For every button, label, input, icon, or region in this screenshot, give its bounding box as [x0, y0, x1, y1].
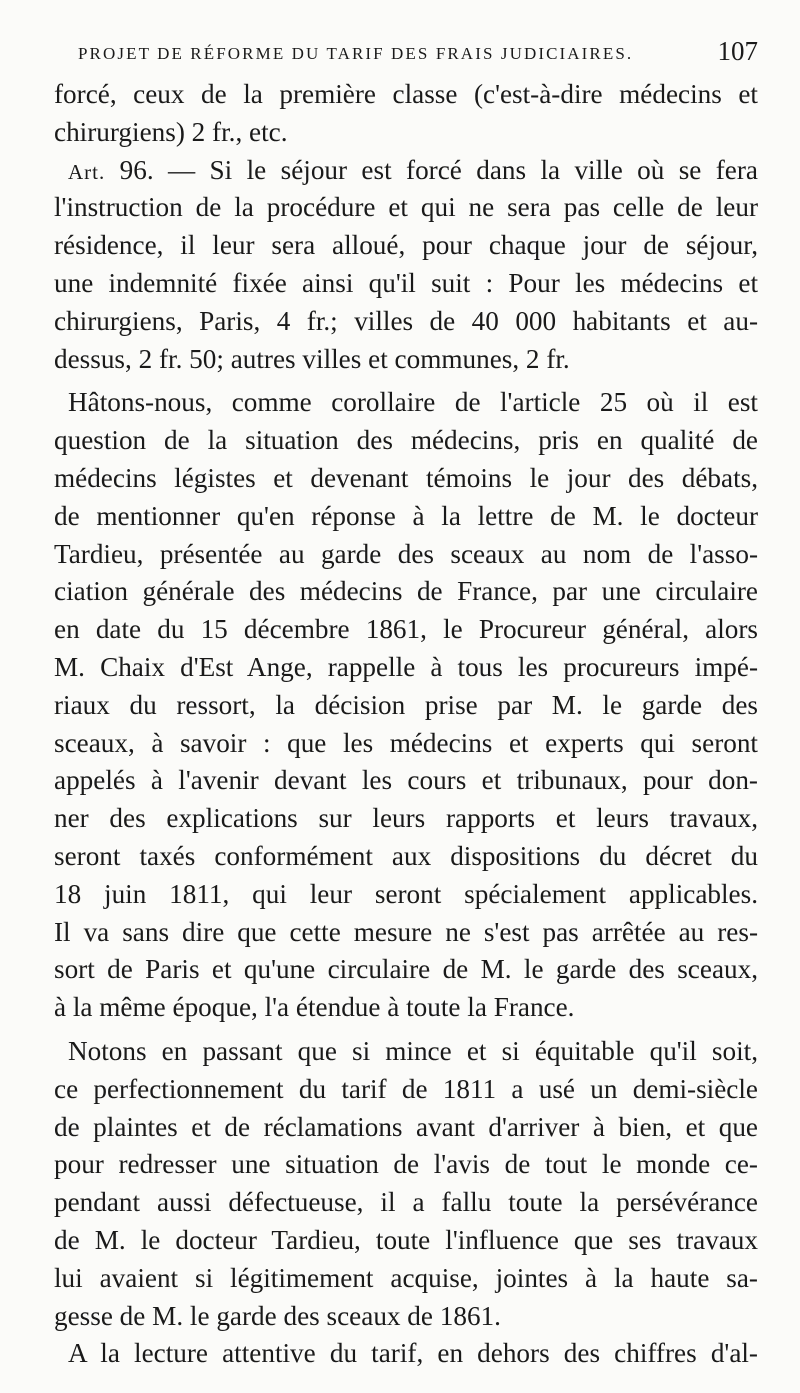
text-line: en date du 15 décembre 1861, le Procureur général, alors [54, 614, 758, 645]
text-line: ciation générale des médecins de France, par une circulaire [54, 576, 758, 607]
text-line: riaux du ressort, la décision prise par M. le garde des [54, 689, 758, 720]
page-header [78, 34, 758, 74]
text-line: de mentionner qu'en réponse à la lettre de M. le docteur [54, 500, 758, 531]
text-line: gesse de M. le garde des sceaux de 1861. [54, 1300, 501, 1331]
text-line: sceaux, à savoir : que les médecins et experts qui seront [54, 727, 758, 758]
text-line: ce perfectionnement du tarif de 1811 a usé un demi-siècle [54, 1073, 758, 1104]
text-line-rest: 96. — Si le séjour est forcé dans la ville où se fera [105, 154, 758, 185]
text-line: question de la situation des médecins, pris en qualité de [54, 425, 758, 456]
body-text [54, 76, 758, 1373]
text-line: chirurgiens) 2 fr., etc. [54, 116, 288, 147]
text-line: à la même époque, l'a étendue à toute la France. [54, 992, 575, 1023]
text-line: forcé, ceux de la première classe (c'est-à-dire médecins et [54, 79, 758, 109]
paragraph-notons [54, 1033, 758, 1335]
text-line: médecins légistes et devenant témoins le jour des débats, [54, 462, 758, 493]
text-line: une indemnité fixée ainsi qu'il suit : Pour les médecins et [54, 267, 758, 298]
text-line: chirurgiens, Paris, 4 fr.; villes de 40 000 habitants et au- [54, 305, 758, 336]
text-line: de plaintes et de réclamations avant d'arriver à bien, et que [54, 1111, 758, 1142]
text-line: M. Chaix d'Est Ange, rappelle à tous les procureurs impé- [54, 651, 758, 682]
text-line: seront taxés conformément aux dispositions du décret du [54, 840, 758, 871]
text-line: 18 juin 1811, qui leur seront spécialement applicables. [54, 878, 758, 909]
running-head: PROJET DE RÉFORME DU TARIF DES FRAIS JUDICIAIRES. [78, 44, 634, 63]
text-line [54, 152, 758, 190]
text-line: Tardieu, présentée au garde des sceaux au nom de l'asso- [54, 538, 758, 569]
paragraph-article-96 [54, 152, 758, 379]
text-line: appelés à l'avenir devant les cours et tribunaux, pour don- [54, 765, 758, 796]
text-line: ner des explications sur leurs rapports et leurs travaux, [54, 803, 758, 834]
paragraph-lecture [54, 1335, 758, 1373]
text-line: pendant aussi défectueuse, il a fallu toute la persévérance [54, 1187, 758, 1218]
text-line: Il va sans dire que cette mesure ne s'est pas arrêtée au res- [54, 916, 758, 947]
paragraph-hatons-nous [54, 384, 758, 1027]
text-line: Hâtons-nous, comme corollaire de l'article 25 où il est [68, 387, 758, 418]
text-line: l'instruction de la procédure et qui ne sera pas celle de leur [54, 192, 758, 223]
text-line: sort de Paris et qu'une circulaire de M. le garde des sceaux, [54, 954, 758, 985]
article-label: Art. [68, 159, 106, 184]
page-number: 107 [717, 36, 758, 66]
text-line: Notons en passant que si mince et si équitable qu'il soit, [68, 1035, 758, 1066]
text-line: pour redresser une situation de l'avis de tout le monde ce- [54, 1149, 758, 1180]
text-line: A la lecture attentive du tarif, en dehors des chiffres d'al- [68, 1338, 758, 1369]
text-line: dessus, 2 fr. 50; autres villes et communes, 2 fr. [54, 343, 570, 374]
paragraph-continuation [54, 76, 758, 152]
text-line: résidence, il leur sera alloué, pour chaque jour de séjour, [54, 230, 758, 261]
text-line: lui avaient si légitimement acquise, jointes à la haute sa- [54, 1262, 758, 1293]
text-line: de M. le docteur Tardieu, toute l'influence que ses travaux [54, 1224, 758, 1255]
